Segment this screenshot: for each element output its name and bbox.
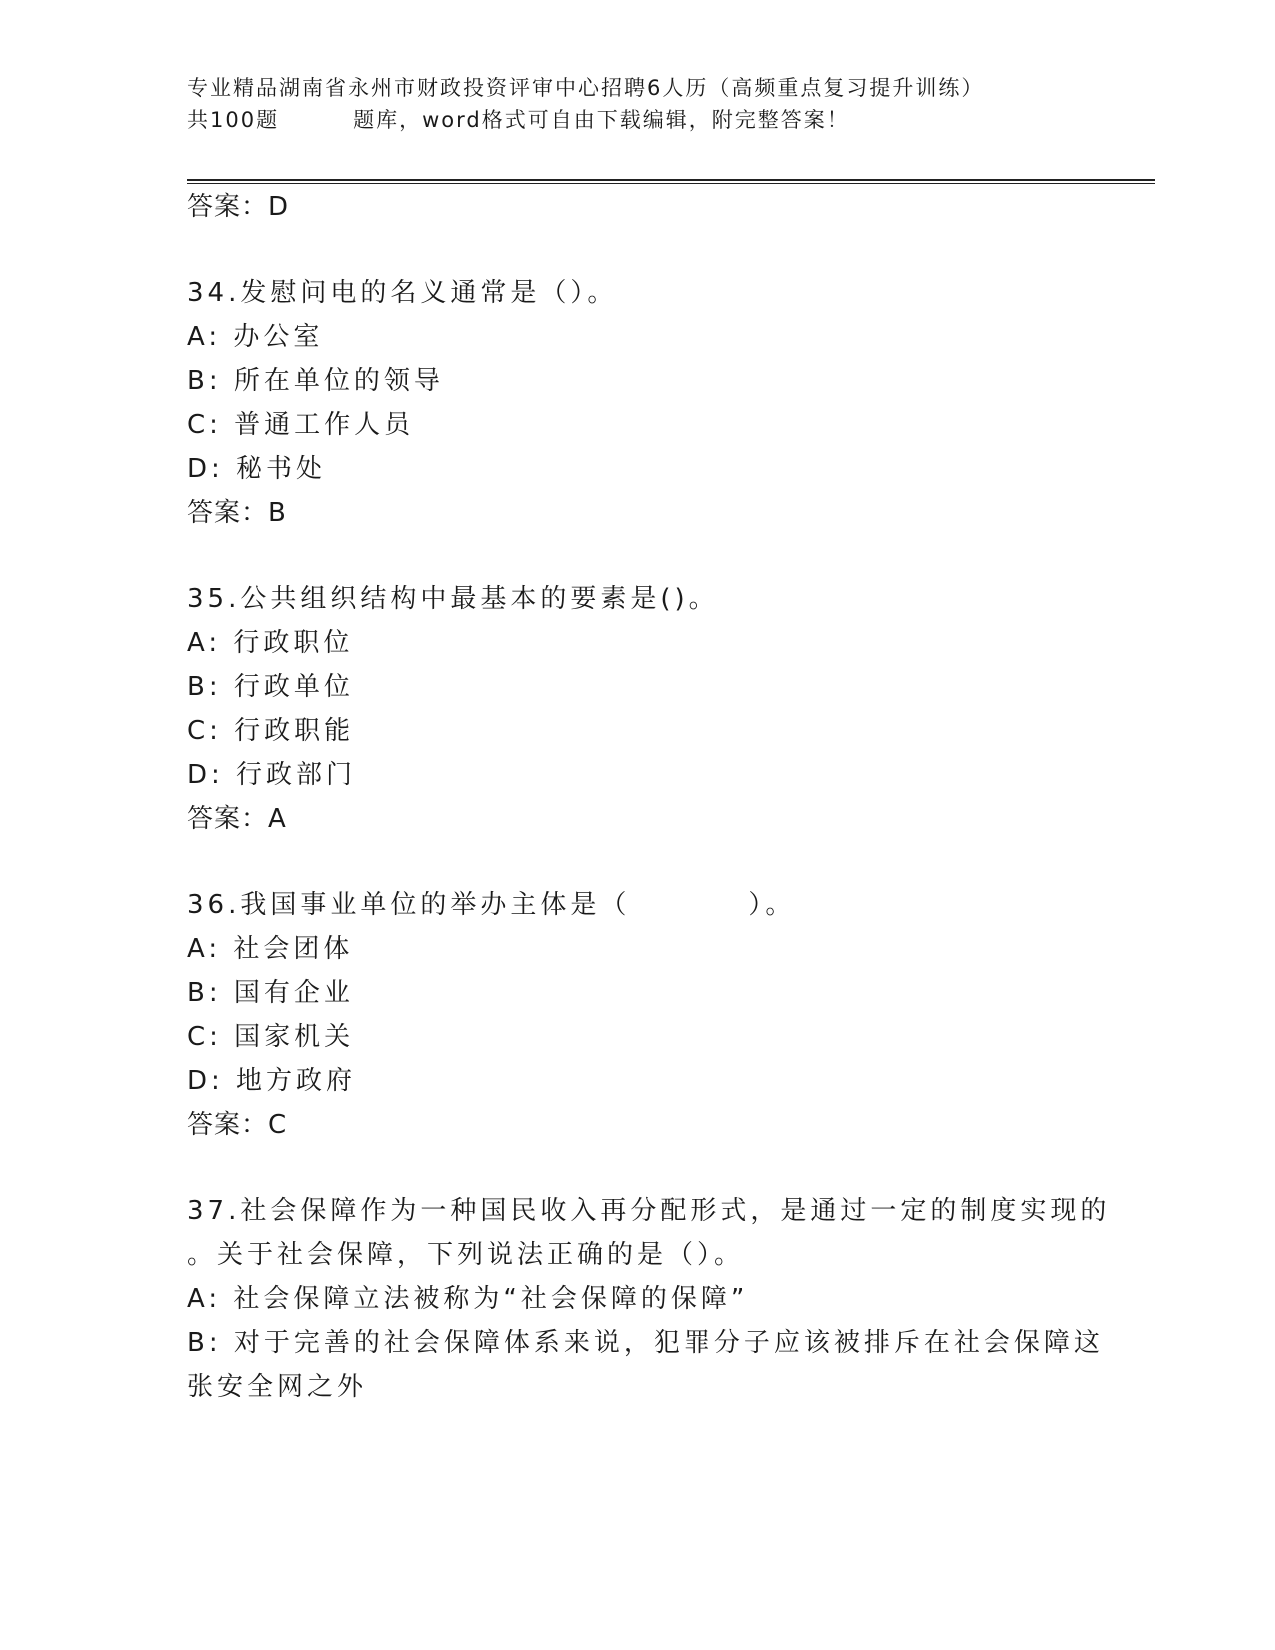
question-stem-right: ）。 bbox=[748, 890, 796, 920]
option-b: B: 国有企业 bbox=[187, 978, 354, 1008]
header-divider-thin bbox=[187, 183, 1155, 184]
option-b: B: 所在单位的领导 bbox=[187, 366, 444, 396]
option-b-line1: B: 对于完善的社会保障体系来说，犯罪分子应该被排斥在社会保障这 bbox=[187, 1328, 1104, 1358]
document-header bbox=[187, 72, 1167, 136]
question-stem: 34.发慰问电的名义通常是（）。 bbox=[187, 278, 618, 308]
question-stem-line2: 。关于社会保障，下列说法正确的是（）。 bbox=[187, 1240, 745, 1270]
answer-line: 答案：D bbox=[187, 192, 290, 222]
option-a: A: 社会团体 bbox=[187, 934, 354, 964]
option-c: C: 国家机关 bbox=[187, 1022, 355, 1052]
option-a: A: 行政职位 bbox=[187, 628, 354, 658]
header-question-count: 共100题 bbox=[187, 108, 280, 132]
header-description: 题库，word格式可自由下载编辑，附完整答案！ bbox=[353, 108, 850, 132]
option-d: D: 秘书处 bbox=[187, 454, 327, 484]
option-c: C: 普通工作人员 bbox=[187, 410, 415, 440]
question-stem-left: 36.我国事业单位的举办主体是（ bbox=[187, 890, 631, 920]
header-subtitle-line bbox=[187, 104, 1167, 136]
option-c: C: 行政职能 bbox=[187, 716, 355, 746]
answer-line: 答案：A bbox=[187, 804, 287, 834]
option-a: A: 办公室 bbox=[187, 322, 324, 352]
header-divider-thick bbox=[187, 179, 1155, 181]
question-stem: 35.公共组织结构中最基本的要素是()。 bbox=[187, 584, 719, 614]
option-d: D: 行政部门 bbox=[187, 760, 357, 790]
option-b-line2: 张安全网之外 bbox=[187, 1372, 368, 1402]
option-b: B: 行政单位 bbox=[187, 672, 354, 702]
answer-line: 答案：C bbox=[187, 1110, 288, 1140]
option-d: D: 地方政府 bbox=[187, 1066, 357, 1096]
question-stem bbox=[187, 884, 795, 921]
option-a: A: 社会保障立法被称为“社会保障的保障” bbox=[187, 1284, 749, 1314]
answer-line: 答案：B bbox=[187, 498, 287, 528]
header-title-line: 专业精品湖南省永州市财政投资评审中心招聘6人历（高频重点复习提升训练） bbox=[187, 76, 985, 100]
question-stem-line1: 37.社会保障作为一种国民收入再分配形式，是通过一定的制度实现的 bbox=[187, 1196, 1111, 1226]
